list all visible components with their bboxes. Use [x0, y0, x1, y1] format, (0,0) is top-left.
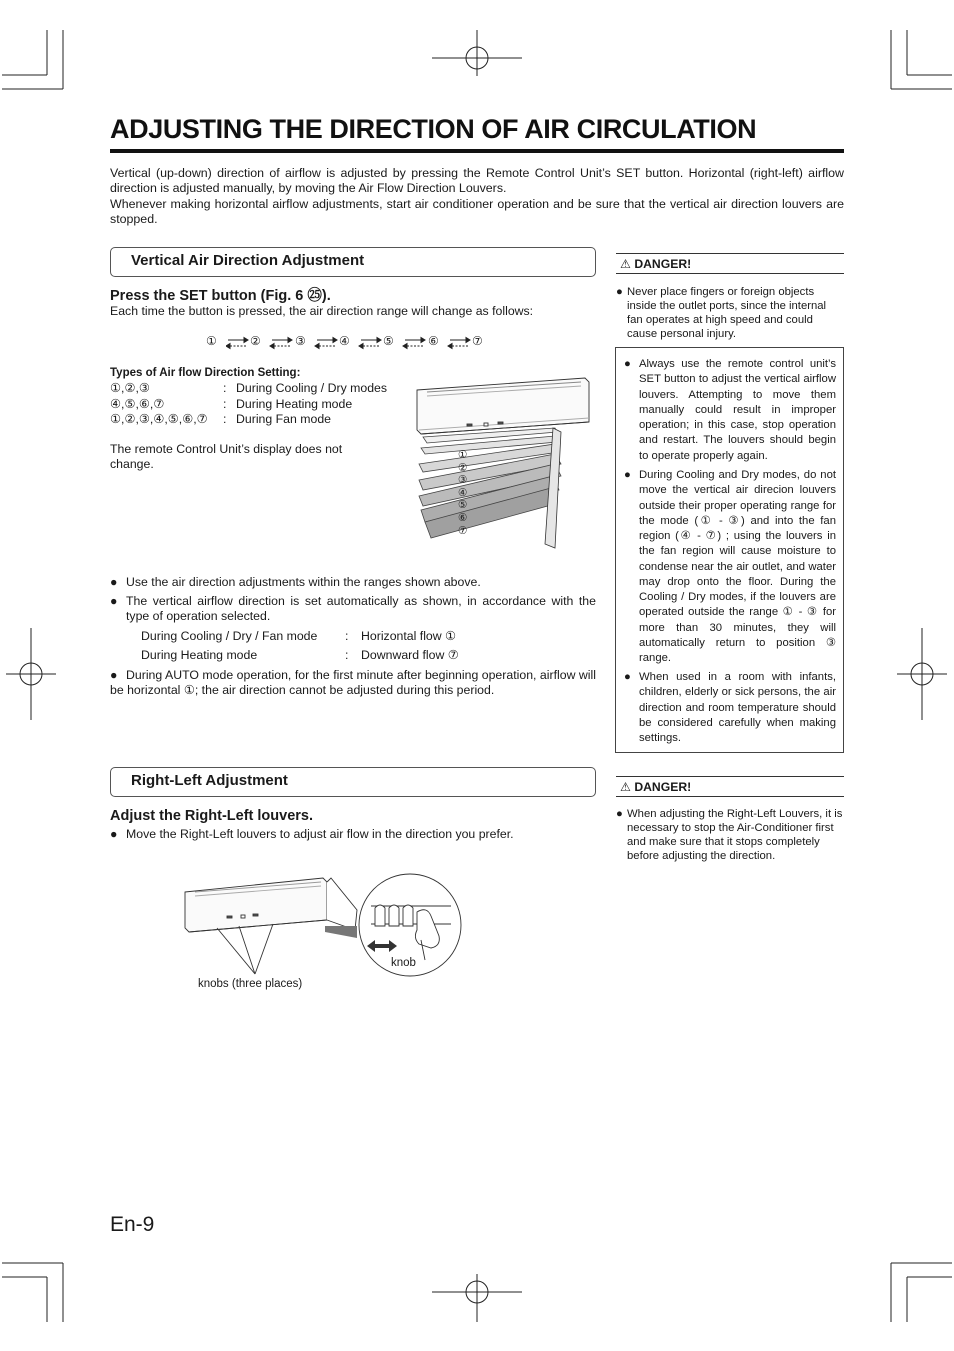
types-positions: ④,⑤,⑥,⑦	[110, 396, 165, 411]
danger-label: DANGER!	[634, 257, 692, 271]
bullet-icon: ●	[624, 358, 631, 370]
direction-types-table	[110, 367, 410, 428]
sequence-step: ①	[206, 334, 217, 348]
rightleft-louver-figure	[175, 870, 470, 980]
auto-mode-row: During Cooling / Dry / Fan mode : Horizontal flow ①	[141, 629, 457, 643]
louver-label: ③	[458, 474, 468, 487]
bullet-icon: ●	[616, 808, 623, 820]
louver-position-labels	[458, 449, 478, 537]
danger-heading	[616, 776, 844, 797]
vertical-lead-text: Each time the button is pressed, the air direction range will change as follows:	[110, 304, 534, 318]
types-positions: ①,②,③	[110, 381, 150, 395]
caution-item	[624, 468, 836, 666]
caution-box	[615, 347, 844, 753]
sequence-step: ②	[250, 334, 261, 348]
knobs-caption: knobs (three places)	[198, 978, 303, 990]
bullet-icon: ●	[624, 671, 631, 683]
types-mode: During Fan mode	[236, 412, 332, 426]
rightleft-bullet	[110, 827, 596, 842]
bullet-icon: ●	[110, 575, 118, 589]
types-row: ①,②,③ : During Cooling / Dry modes	[110, 381, 388, 395]
auto-mode-name: During Cooling / Dry / Fan mode	[141, 629, 318, 643]
auto-mode-row: During Heating mode : Downward flow ⑦	[141, 648, 459, 662]
vertical-subheading: Press the SET button (Fig. 6 ㉕).	[110, 288, 331, 304]
intro-text	[110, 166, 844, 228]
auto-mode-flow: Horizontal flow ①	[361, 629, 457, 643]
types-row: ①,②,③,④,⑤,⑥,⑦ : During Fan mode	[110, 412, 332, 426]
auto-mode-name: During Heating mode	[141, 648, 258, 662]
types-row: ④,⑤,⑥,⑦ : During Heating mode	[110, 396, 353, 411]
louver-label: ④	[458, 486, 468, 499]
types-mode: During Heating mode	[236, 396, 353, 411]
vertical-bullet	[110, 594, 596, 625]
intro-paragraph-1: Vertical (up-down) direction of airflow is adjusted by pressing the Remote Control Unit’s SET button. Horizontal (right-left) airflow direction is adjusted manually, by moving the Air Flow Direction Louvers.	[110, 166, 844, 196]
danger-bullet	[616, 807, 844, 863]
warning-icon: ⚠	[620, 780, 631, 794]
danger-heading	[616, 253, 844, 274]
caution-text: Always use the remote control unit’s SET button to adjust the vertical airflow louvers. Attempting to move them manually could result in improper operation; in this case, stop operation and restart. The louvers should begin to operate properly again.	[639, 358, 836, 462]
bullet-text: During AUTO mode operation, for the first minute after beginning operation, airflow will be horizontal ①; the air direction cannot be adjusted during this period.	[110, 668, 596, 698]
intro-paragraph-2: Whenever making horizontal airflow adjustments, start air conditioner operation and be sure that the vertical air direction louvers are stopped.	[110, 196, 844, 227]
display-note: The remote Control Unit’s display does not change.	[110, 442, 343, 472]
caution-item	[624, 357, 836, 464]
types-positions: ①,②,③,④,⑤,⑥,⑦	[110, 412, 208, 426]
louver-label: ①	[458, 449, 468, 461]
page-number: En-9	[110, 1213, 155, 1236]
types-header: Types of Air flow Direction Setting:	[110, 367, 301, 379]
caution-text: During Cooling and Dry modes, do not move the vertical air direcion louvers outside their proper operating range for the mode (① - ③) and into the fan region (④ - ⑦) ; using the louvers in the fan region will cause moisture to condense near the air outlet, and water may drop onto the floor. During the Cooling / Dry modes, if the louvers are operated outside the range ① - ③ for more than 30 minutes, they will automatically return to position ③ range.	[639, 469, 836, 664]
direction-sequence	[206, 334, 496, 352]
louver-label: ⑥	[458, 511, 468, 524]
warning-icon: ⚠	[620, 257, 631, 271]
sequence-step: ③	[295, 334, 306, 348]
danger-bullet	[616, 285, 844, 341]
bullet-text: Use the air direction adjustments within the ranges shown above.	[126, 575, 481, 589]
vertical-section-heading: Vertical Air Direction Adjustment	[110, 247, 596, 277]
rightleft-section-heading: Right-Left Adjustment	[110, 767, 596, 797]
types-mode: During Cooling / Dry modes	[236, 381, 388, 395]
danger-text: When adjusting the Right-Left Louvers, it is necessary to stop the Air-Conditioner first and make sure that it stops completely before adjusting the direction.	[627, 808, 843, 862]
page-title: ADJUSTING THE DIRECTION OF AIR CIRCULATION	[110, 112, 844, 153]
bullet-text: The vertical airflow direction is set automatically as shown, in accordance with the type of operation selected.	[126, 594, 596, 624]
louver-label: ⑦	[458, 524, 468, 537]
bullet-icon: ●	[624, 469, 631, 481]
bullet-icon: ●	[616, 286, 623, 298]
auto-mode-flow: Downward flow ⑦	[361, 648, 459, 662]
sequence-step: ⑥	[428, 334, 439, 348]
bullet-icon: ●	[110, 668, 118, 682]
danger-label: DANGER!	[634, 780, 692, 794]
bullet-icon: ●	[110, 594, 118, 608]
knob-caption: knob	[391, 957, 416, 969]
bullet-text: Move the Right-Left louvers to adjust air flow in the direction you prefer.	[126, 827, 514, 841]
caution-text: When used in a room with infants, children, elderly or sick persons, the air direction and room temperature should be considered carefully when making settings.	[639, 671, 836, 744]
bullet-icon: ●	[110, 827, 118, 841]
vertical-bullet	[110, 575, 596, 590]
louver-label: ⑤	[458, 499, 468, 512]
sequence-step: ⑦	[472, 334, 483, 348]
louver-label: ②	[458, 461, 468, 474]
sequence-step: ⑤	[383, 334, 394, 348]
danger-text: Never place fingers or foreign objects inside the outlet ports, since the internal fan operates at high speed and could cause personal injury.	[627, 286, 827, 340]
vertical-louver-figure	[405, 372, 600, 557]
sequence-step: ④	[339, 334, 350, 348]
rightleft-subheading: Adjust the Right-Left louvers.	[110, 808, 313, 824]
caution-item	[624, 670, 836, 746]
vertical-bullet	[110, 668, 596, 699]
sequence-arrows-icon	[226, 336, 486, 350]
